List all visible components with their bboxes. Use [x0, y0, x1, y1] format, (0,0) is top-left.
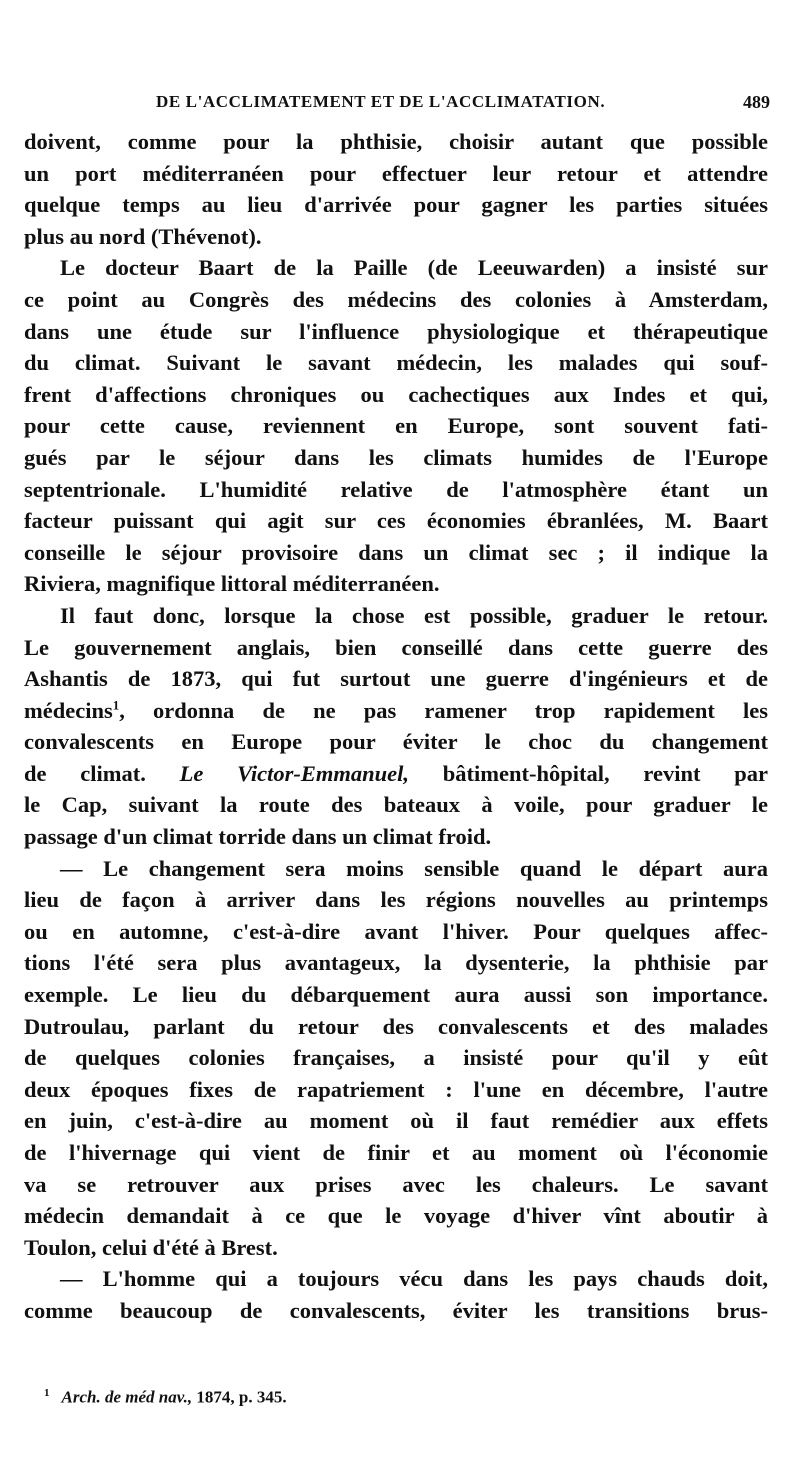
footnote	[44, 1387, 287, 1408]
text-line: va se retrouver aux prises avec les chaleurs. Le savant	[24, 1171, 768, 1197]
text-line: quelque temps au lieu d'arrivée pour gagner les parties situées	[24, 192, 768, 218]
text-line: Le docteur Baart de la Paille (de Leeuwarden) a insisté sur	[60, 255, 768, 281]
running-title: DE L'ACCLIMATEMENT ET DE L'ACCLIMATATION.	[156, 92, 606, 111]
text-line: Il faut donc, lorsque la chose est possible, graduer le retour.	[60, 602, 768, 628]
text-fragment: médecins	[24, 697, 113, 723]
text-line: en juin, c'est-à-dire au moment où il faut remédier aux effets	[24, 1108, 768, 1134]
text-line: dans une étude sur l'influence physiologique et thérapeutique	[24, 318, 768, 344]
text-line: doivent, comme pour la phthisie, choisir autant que possible	[24, 129, 768, 154]
text-line: Ashantis de 1873, qui fut surtout une guerre d'ingénieurs et de	[24, 666, 768, 692]
text-line: conseille le séjour provisoire dans un climat sec ; il indique la	[24, 539, 768, 565]
text-line: pour cette cause, reviennent en Europe, sont souvent fati-	[24, 413, 768, 439]
text-line: facteur puissant qui agit sur ces économies ébranlées, M. Baart	[24, 508, 768, 534]
text-line: frent d'affections chroniques ou cachectiques aux Indes et qui,	[24, 381, 768, 407]
text-line: exemple. Le lieu du débarquement aura aussi son importance.	[24, 982, 768, 1008]
text-line: Le gouvernement anglais, bien conseillé dans cette guerre des	[24, 634, 768, 660]
text-fragment: de climat.	[24, 760, 146, 786]
footnote-source: Arch. de méd nav.,	[61, 1387, 193, 1407]
text-line: du climat. Suivant le savant médecin, les malades qui souf-	[24, 350, 768, 376]
ship-name: Le Victor-Emmanuel,	[179, 760, 410, 786]
text-line: de l'hivernage qui vient de finir et au moment où l'économie	[24, 1140, 768, 1165]
footnote-reference[interactable]: 1	[112, 697, 120, 713]
text-line: Riviera, magnifique littoral méditerranéen.	[24, 571, 440, 597]
text-line: le Cap, suivant la route des bateaux à voile, pour graduer le	[24, 792, 768, 818]
text-line	[24, 758, 768, 790]
text-line: tions l'été sera plus avantageux, la dysenterie, la phthisie par	[24, 950, 768, 976]
text-line: un port méditerranéen pour effectuer leur retour et attendre	[24, 160, 768, 186]
text-line: — L'homme qui a toujours vécu dans les pays chauds doit,	[60, 1266, 768, 1292]
text-line: passage d'un climat torride dans un climat froid.	[24, 824, 492, 850]
text-fragment: , ordonna de ne pas ramener trop rapidement les	[119, 697, 768, 723]
text-line: comme beaucoup de convalescents, éviter les transitions brus-	[24, 1297, 768, 1323]
text-line: convalescents en Europe pour éviter le choc du changement	[24, 729, 768, 755]
text-line: septentrionale. L'humidité relative de l'atmosphère étant un	[24, 476, 768, 502]
text-line: de quelques colonies françaises, a insisté pour qu'il y eût	[24, 1045, 768, 1071]
text-line: deux époques fixes de rapatriement : l'une en décembre, l'autre	[24, 1076, 768, 1102]
text-line	[24, 695, 768, 727]
text-line: Dutroulau, parlant du retour des convalescents et des malades	[24, 1013, 768, 1039]
page-header	[0, 92, 800, 122]
text-line: — Le changement sera moins sensible quand le départ aura	[60, 855, 768, 881]
footnote-marker: 1	[44, 1387, 50, 1399]
text-line: Toulon, celui d'été à Brest.	[24, 1234, 278, 1260]
text-fragment: bâtiment-hôpital, revint par	[442, 760, 768, 786]
footnote-details: 1874, p. 345.	[196, 1387, 287, 1407]
text-line: gués par le séjour dans les climats humides de l'Europe	[24, 444, 768, 470]
text-line: plus au nord (Thévenot).	[24, 223, 262, 249]
text-line: lieu de façon à arriver dans les régions nouvelles au printemps	[24, 887, 768, 913]
text-line: ce point au Congrès des médecins des colonies à Amsterdam,	[24, 286, 768, 312]
page-number: 489	[743, 92, 770, 112]
text-line: ou en automne, c'est-à-dire avant l'hiver. Pour quelques affec-	[24, 918, 768, 944]
body-text	[24, 126, 768, 1327]
text-line: médecin demandait à ce que le voyage d'hiver vînt aboutir à	[24, 1203, 768, 1229]
